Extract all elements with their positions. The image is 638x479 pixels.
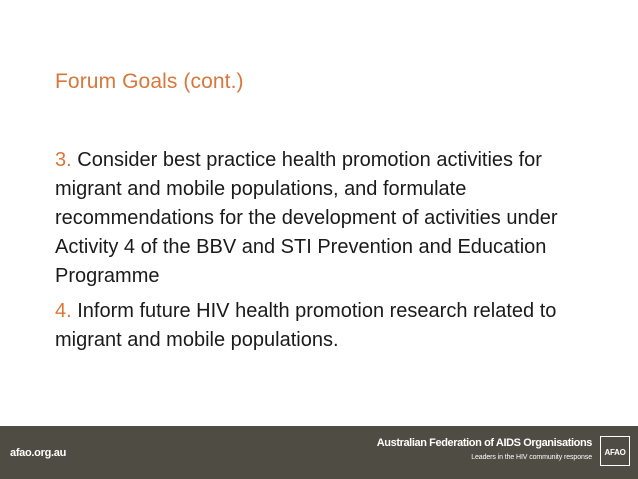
goal-item (55, 297, 595, 355)
organisation-name: Australian Federation of AIDS Organisations (376, 437, 592, 449)
logo-text: AFAO (604, 448, 626, 457)
goal-text: Consider best practice health promotion activities for migrant and mobile populations, and formulate recommendations for the development of activities under Activity 4 of the BBV and STI Prevention and Education Programme (55, 149, 558, 287)
organisation-tagline: Leaders in the HIV community response (471, 454, 592, 461)
footer-organisation (377, 437, 592, 461)
slide-title: Forum Goals (cont.) (55, 70, 244, 93)
afao-logo-icon (600, 436, 630, 466)
goal-text: Inform future HIV health promotion research related to migrant and mobile populations. (55, 300, 557, 351)
footer-bar (0, 426, 638, 479)
afao-logo-mark (601, 437, 629, 465)
goal-number: 3. (55, 149, 72, 171)
goal-item (55, 146, 595, 291)
goals-list (55, 146, 595, 355)
goal-number: 4. (55, 300, 72, 322)
footer-website: afao.org.au (10, 447, 66, 459)
